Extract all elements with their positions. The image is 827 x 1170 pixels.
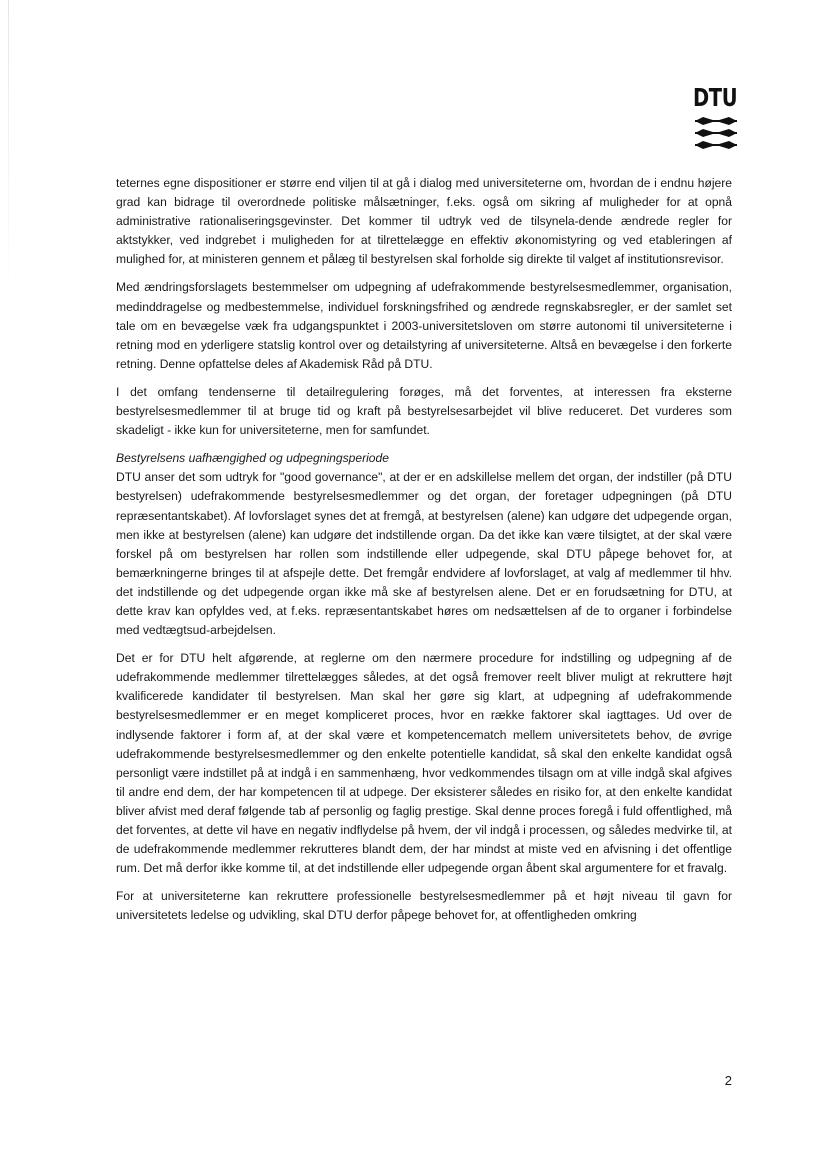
dtu-logo-mark-icon (693, 116, 739, 150)
paragraph-continuation: teternes egne dispositioner er større end viljen til at gå i dialog med universiteterne om, hvordan de i endnu højere grad kan bidrage til overordnede politiske målsætninger, f.eks. også om sikring af muligheder for at opnå administrative rationaliseringsgevinster. Det kommer til udtryk ved de tilsynela-dende ændrede regler for aktstykker, ved indgrebet i muligheden for at tilrettelægge en effektiv økonomistyring og ved etableringen af mulighed for, at ministeren gennem et pålæg til bestyrelsen skal forholde sig direkte til valget af institutionsrevisor. (116, 176, 732, 267)
paragraph-amendment-proposal: Med ændringsforslagets bestemmelser om udpegning af udefrakommende bestyrelsesmedlemmer, organisation, medinddragelse og medbestemmelse, individuel forskningsfrihed og ændrede regnskabsregler, er der samlet set tale om en bevægelse væk fra udgangspunktet i 2003-universitetsloven om større autonomi til universiteterne i retning mod en yderligere statslig kontrol over og detailstyring af universiteterne. Altså en bevægelse i den forkerte retning. Denne opfattelse deles af Akademisk Råd på DTU. (116, 280, 732, 371)
section-subheading: Bestyrelsens uafhængighed og udpegningsperiode (116, 451, 389, 466)
paragraph-recruitment-procedure: Det er for DTU helt afgørende, at reglerne om den nærmere procedure for indstilling og udpegning af de udefrakommende medlemmer tilrettelægges således, at det også fremover reelt bliver muligt at rekruttere højt kvalificerede kandidater til bestyrelsen. Man skal her gøre sig klart, at udpegning af udefrakommende bestyrelsesmedlemmer er en meget kompliceret proces, hvor en række faktorer skal iagttages. Ud over de indlysende faktorer i form af, at der skal være et kompetencematch mellem universitetets behov, de øvrige udefrakommende bestyrelsesmedlemmer og den enkelte potentielle kandidat, så skal den enkelte kandidat også personligt være indstillet på at indgå i en sammenhæng, hvor vedkommendes tilsagn om at ville indgå skal afgives til andre end dem, der har kompetencen til at udpege. Der eksisterer således en risiko for, at den enkelte kandidat bliver afvist med deraf følgende tab af personlig og faglig prestige. Skal denne proces foregå i fuld offentlighed, må det forventes, at dette vil have en negativ indflydelse på hvem, der vil indgå i processen, og således medvirke til, at de udefrakommende medlemmer rekrutteres blandt dem, der har mindst at miste ved en afvisning i det offentlige rum. Det må derfor ikke komme til, at det indstillende eller udpegende organ åbent skal argumentere for et fravalg. (116, 651, 732, 876)
dtu-logo (693, 84, 739, 154)
paragraph-detail-regulation: I det omfang tendenserne til detailregulering forøges, må det forventes, at interessen fra eksterne bestyrelsesmedlemmer til at bruge tid og kraft på bestyrelsesarbejdet vil blive reduceret. Det vurderes som skadeligt - ikke kun for universiteterne, men for samfundet. (116, 384, 732, 438)
document-body (116, 174, 732, 934)
paragraph-professional-recruitment: For at universiteterne kan rekruttere professionelle bestyrelsesmedlemmer på et højt niveau til gavn for universitetets ledelse og udvikling, skal DTU derfor påpege behovet for, at offentligheden omkring (116, 889, 732, 923)
dtu-logo-text: DTU (693, 83, 738, 112)
page-number: 2 (724, 1073, 732, 1088)
paragraph-good-governance: DTU anser det som udtryk for "good governance", at der er en adskillelse mellem det organ, der indstiller (på DTU bestyrelsen) udefrakommende bestyrelsesmedlemmer og det organ, der foretager udpegningen (på DTU repræsentantskabet). Af lovforslaget synes det at fremgå, at bestyrelsen (alene) kan udgøre det udpegende organ, men ikke at bestyrelsen (alene) kan udgøre det indstillende organ. Da det ikke kan være tilsigtet, at der skal være forskel på om bestyrelsen har rollen som indstillende eller udpegende, skal DTU påpege behovet for, at bemærkningerne bringes til at afspejle dette. Det fremgår endvidere af lovforslaget, at valg af medlemmer til hhv. det indstillende og det udpegende organ ikke må ske af bestyrelsen alene. Det er en forudsætning for DTU, at dette krav kan opfyldes ved, at f.eks. repræsentantskabet høres om nedsættelsen af de to organer i forbindelse med vedtægtsud-arbejdelsen. (116, 470, 732, 638)
scan-edge-line (8, 0, 9, 300)
